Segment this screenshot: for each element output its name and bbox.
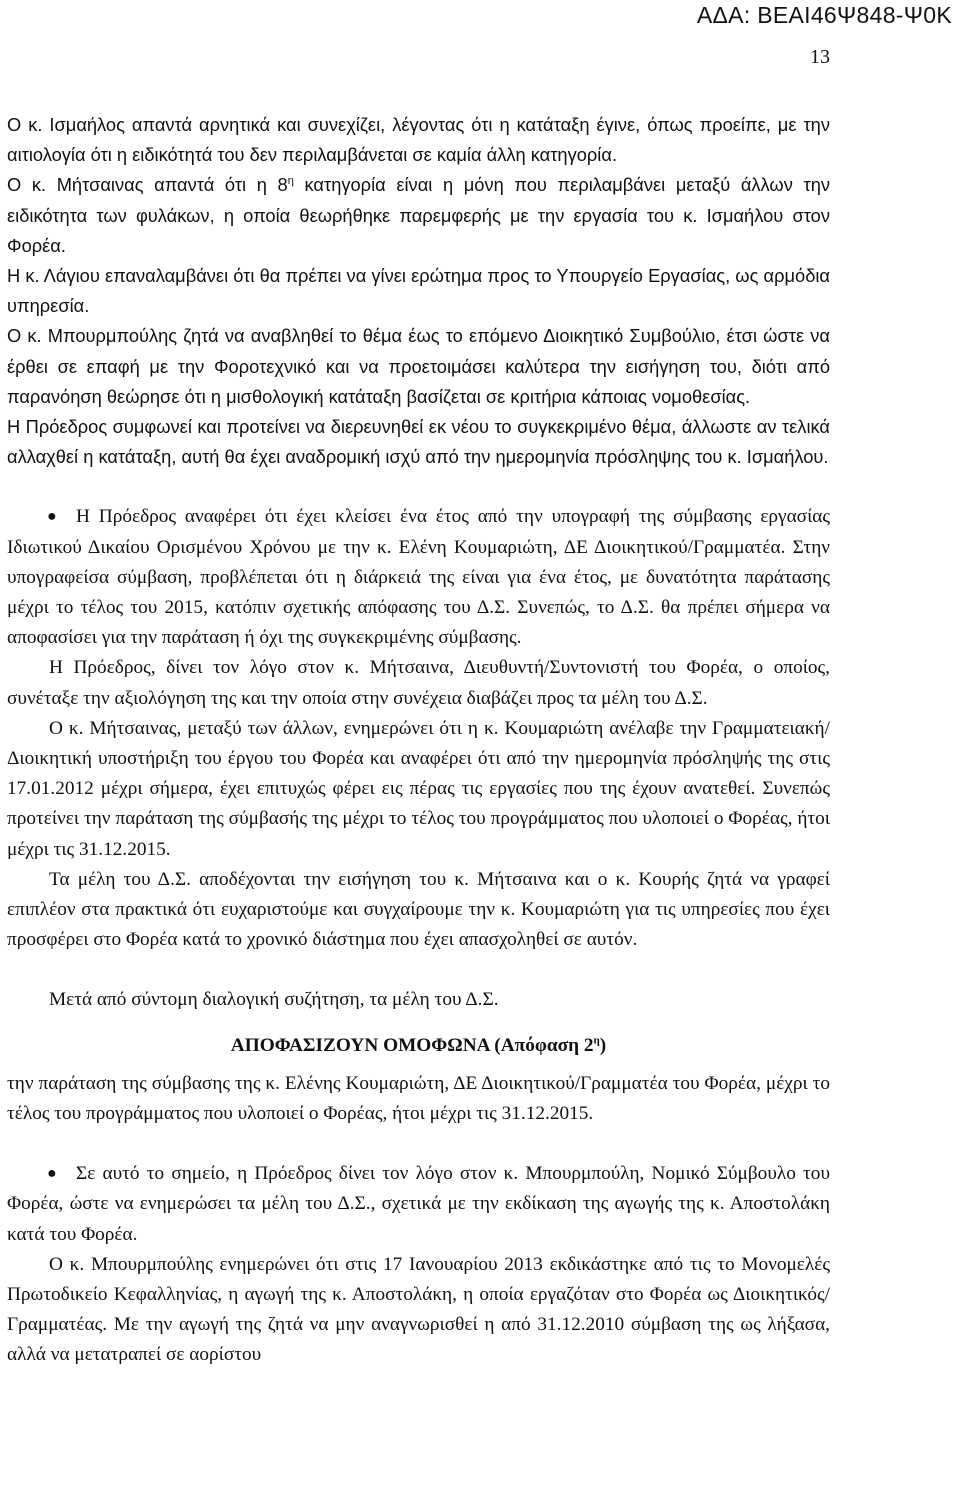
bullet-dot-icon: ● [47,508,57,526]
bullet-legal-advisor [7,1159,830,1250]
paragraph-ismailos-reply: Ο κ. Ισμαήλος απαντά αρνητικά και συνεχίζει, λέγοντας ότι η κατάταξη έγινε, όπως προείπε, με την αιτιολογία ότι η ειδικότητά του δεν περιλαμβάνεται σε καμία άλλη κατηγορία. [7,114,830,166]
decision-heading [7,1031,830,1061]
paragraph-decision-text: την παράταση της σύμβασης της κ. Ελένης Κουμαριώτη, ΔΕ Διοικητικού/Γραμματέα του Φορέα, μέχρι το τέλος του προγράμματος που υλοποιεί ο Φορέας, ήτοι μέχρι τις 31.12.2015. [7,1072,830,1124]
paragraph-president-gives-floor: Η Πρόεδρος, δίνει τον λόγο στον κ. Μήτσαινα, Διευθυντή/Συντονιστή του Φορέα, ο οποίος, συνέταξε την αξιολόγηση της και την οποία στην συνέχεια διαβάζει προς τα μέλη του Δ.Σ. [7,657,830,709]
paragraph-members-accept: Τα μέλη του Δ.Σ. αποδέχονται την εισήγηση του κ. Μήτσαινα και ο κ. Κουρής ζητά να γραφεί επιπλέον στα πρακτικά ότι ευχαριστούμε και συγχαίρουμε την κ. Κουμαριώτη για τις υπηρεσίες που έχει προσφέρει στο Φορέα κατά το χρονικό διάστημα που έχει απασχοληθεί σε αυτόν. [7,868,830,951]
paragraph-mitsainas-category [7,170,830,261]
p2-superscript: η [287,175,294,188]
bullet-text: Σε αυτό το σημείο, η Πρόεδρος δίνει τον λόγο στον κ. Μπουρμπούλη, Νομικό Σύμβουλο του Φορέα, ώστε να ενημερώσει τα μέλη του Δ.Σ., σχετικά με την εκδίκαση της αγωγής της κ. Αποστολάκη κατά του Φορέα. [7,1163,830,1245]
spacer [7,1016,830,1031]
paragraph-after-discussion: Μετά από σύντομη διαλογική συζήτηση, τα μέλη του Δ.Σ. [49,989,499,1011]
spacer [7,472,830,502]
heading-text-b: ) [599,1034,607,1056]
spacer [7,955,830,985]
p2-text-a: Ο κ. Μήτσαινας απαντά ότι η 8 [7,174,288,196]
paragraph-lagiou: Η κ. Λάγιου επαναλαμβάνει ότι θα πρέπει να γίνει ερώτημα προς το Υπουργείο Εργασίας, ως αρμόδια υπηρεσία. [7,265,830,317]
p2-text-b: κατηγορία είναι η μόνη που περιλαμβάνει μεταξύ άλλων την ειδικότητα των φυλάκων, η οποία θεωρήθηκε παρεμφερής με την εργασία του κ. Ισμαήλου στον Φορέα. [7,174,830,256]
bullet-text: Η Πρόεδρος αναφέρει ότι έχει κλείσει ένα έτος από την υπογραφή της σύμβασης εργασίας Ιδιωτικού Δικαίου Ορισμένου Χρόνου με την κ. Ελένη Κουμαριώτη, ΔΕ Διοικητικού/Γραμματέα. Στην υπογραφείσα σύμβαση, προβλέπεται ότι η διάρκειά της είναι για ένα έτος, με δυνατότητα παράτασης μέχρι το τέλος του 2015, κατόπιν σχετικής απόφασης του Δ.Σ. Συνεπώς, το Δ.Σ. θα πρέπει σήμερα να αποφασίσει για την παράταση ή όχι της συγκεκριμένης σύμβασης. [7,506,830,649]
heading-superscript: η [593,1034,600,1047]
bullet-dot-icon: ● [47,1165,57,1183]
paragraph-bourmpoulis-postpone: Ο κ. Μπουρμπούλης ζητά να αναβληθεί το θέμα έως το επόμενο Διοικητικό Συμβούλιο, έτσι ώστε να έρθει σε επαφή με την Φοροτεχνικό και να προετοιμάσει καλύτερα την εισήγηση του, διότι από παρανόηση θεώρησε ότι η μισθολογική κατάταξη βασίζεται σε κριτήρια κάποιας νομοθεσίας. [7,325,830,407]
paragraph-president-agrees: Η Πρόεδρος συμφωνεί και προτείνει να διερευνηθεί εκ νέου το συγκεκριμένο θέμα, άλλωστε αν τελικά αλλαχθεί η κατάταξη, αυτή θα έχει αναδρομική ισχύ από την ημερομηνία πρόσληψης του κ. Ισμαήλου. [7,416,830,468]
paragraph-mitsainas-report: Ο κ. Μήτσαινας, μεταξύ των άλλων, ενημερώνει ότι η κ. Κουμαριώτη ανέλαβε την Γραμματειακή/Διοικητική υποστήριξη του έργου του Φορέα και αναφέρει ότι από την ημερομηνία πρόσληψής της στις 17.01.2012 μέχρι σήμερα, έχει επιτυχώς φέρει εις πέρας τις εργασίες που της έχουν ανατεθεί. Συνεπώς προτείνει την παράταση της σύμβασής της μέχρι το τέλος του προγράμματος που υλοποιεί ο Φορέας, ήτοι μέχρι τις 31.12.2015. [7,717,830,860]
document-body [7,110,830,1371]
ada-code: ΑΔΑ: ΒΕΑΙ46Ψ848-Ψ0Κ [696,2,952,28]
paragraph-bourmpoulis-lawsuit: Ο κ. Μπουρμπούλης ενημερώνει ότι στις 17 Ιανουαρίου 2013 εκδικάστηκε από τις το Μονομελές Πρωτοδικείο Κεφαλληνίας, η αγωγή της κ. Αποστολάκη, η οποία εργαζόταν στο Φορέα ως Διοικητικός/Γραμματέας. Με την αγωγή της ζητά να μην αναγνωρισθεί η από 31.12.2010 σύμβαση της ως λήξασα, αλλά να μετατραπεί σε αορίστου [7,1253,830,1366]
heading-text-a: ΑΠΟΦΑΣΙΖΟΥΝ ΟΜΟΦΩΝΑ (Απόφαση 2 [230,1034,594,1056]
spacer [7,1129,830,1159]
page-number: 13 [810,46,830,68]
bullet-contract-extension [7,502,830,653]
